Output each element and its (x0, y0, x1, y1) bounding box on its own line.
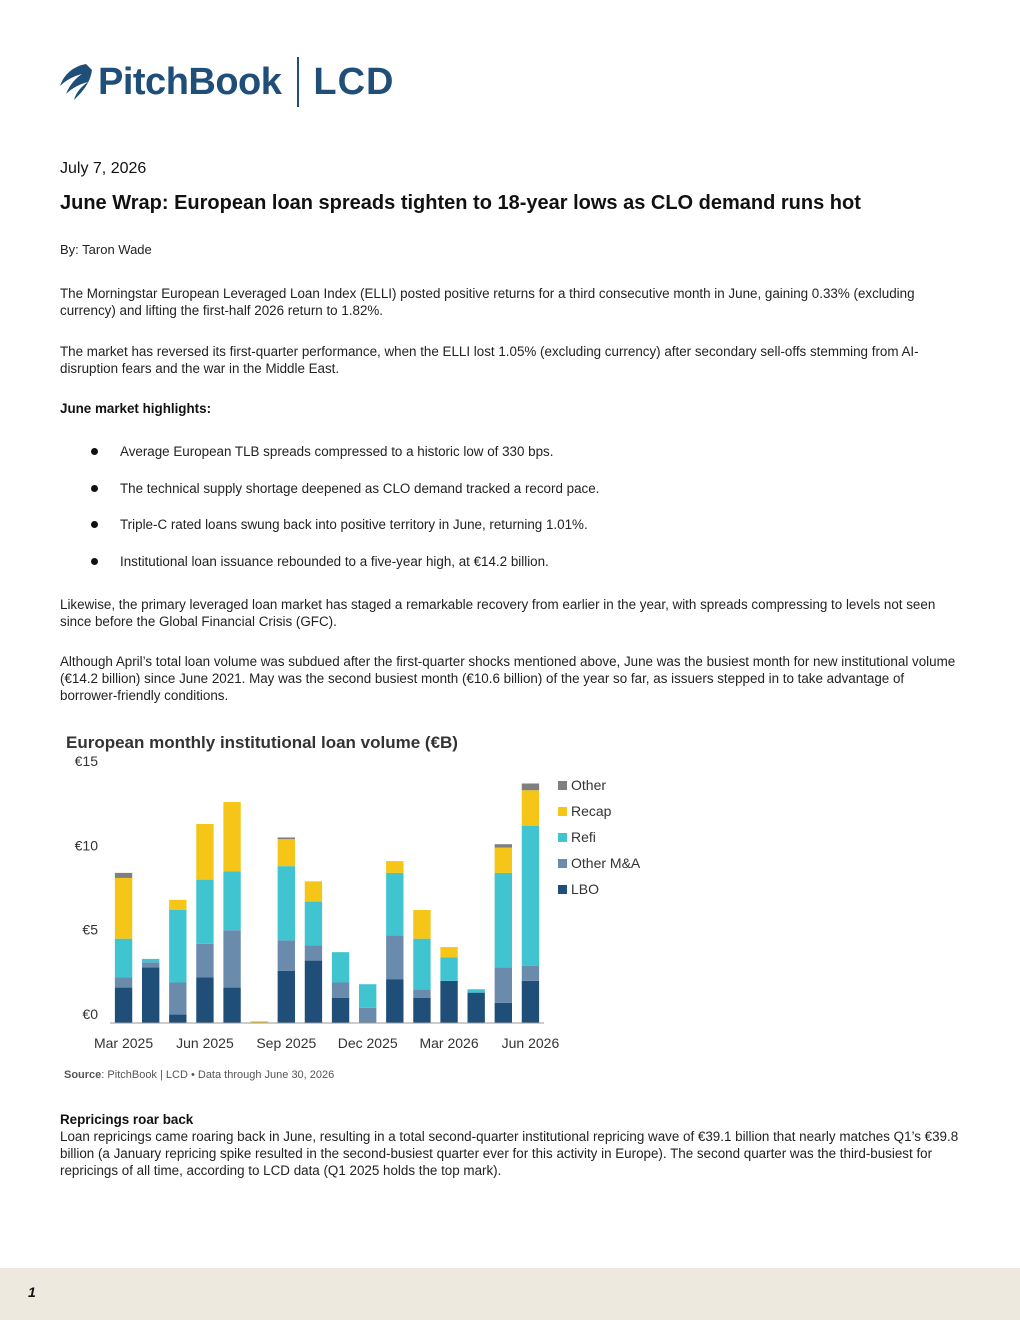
bar-segment (305, 881, 322, 901)
legend-swatch (558, 781, 567, 790)
legend-swatch (558, 807, 567, 816)
bar-segment (196, 944, 213, 978)
legend-swatch (558, 833, 567, 842)
bar-segment (169, 983, 186, 1015)
bar-segment (468, 993, 485, 1023)
bar-segment (359, 1008, 376, 1023)
highlights-list (60, 440, 960, 586)
bullet-icon (91, 521, 98, 528)
bar-segment (413, 910, 430, 939)
bar-segment (386, 935, 403, 979)
bar-segment (169, 900, 186, 910)
bar-segment (495, 967, 512, 1002)
bar-segment (386, 861, 403, 873)
y-tick-label: €0 (82, 1006, 98, 1022)
loan-volume-chart (60, 728, 660, 1090)
intro-paragraph: The market has reversed its first-quarter performance, when the ELLI lost 1.05% (excluding currency) after secondary sell-offs stemming from AI-disruption fears and the war in the Middle East. (60, 344, 919, 376)
bar-segment (142, 962, 159, 967)
bar-segment (142, 967, 159, 1023)
bar-segment (223, 802, 240, 871)
article-byline: By: Taron Wade (60, 242, 152, 257)
bar-segment (495, 1003, 512, 1023)
bar-segment (115, 878, 132, 939)
bar-segment (332, 998, 349, 1023)
bar-segment (413, 939, 430, 990)
legend-swatch (558, 885, 567, 894)
bar-segment (169, 1015, 186, 1023)
legend-label: Other M&A (571, 855, 641, 871)
body-paragraph: Likewise, the primary leveraged loan market has staged a remarkable recovery from earlier in the year, with spreads compressing to levels not seen since before the Global Financial Crisis (GFC). (60, 597, 936, 629)
bullet-icon (91, 485, 98, 492)
bar-segment (522, 981, 539, 1023)
bar-segment (115, 873, 132, 878)
bar-segment (495, 844, 512, 847)
section-paragraph: Loan repricings came roaring back in June, resulting in a total second-quarter institutional repricing wave of €39.1 billion that nearly matches Q1’s €39.8 billion (a January repricing spike resulted in the second-busiest quarter ever for this activity in Europe). The second quarter was the third-busiest for repricings of all time, according to LCD data (Q1 2025 holds the top mark). (60, 1129, 959, 1178)
section-heading: Repricings roar back (60, 1112, 194, 1127)
bar-segment (223, 871, 240, 930)
bar-segment (522, 790, 539, 825)
bar-segment (169, 910, 186, 983)
bar-segment (196, 880, 213, 944)
article-title: June Wrap: European loan spreads tighten to 18-year lows as CLO demand runs hot (60, 192, 861, 214)
chart-title: European monthly institutional loan volume (€B) (66, 733, 458, 752)
bar-segment (278, 940, 295, 970)
bar-segment (223, 988, 240, 1023)
x-tick-label: Jun 2025 (176, 1035, 234, 1051)
bar-segment (359, 984, 376, 1008)
list-item (60, 477, 960, 514)
list-item-text: Institutional loan issuance rebounded to a five-year high, at €14.2 billion. (120, 553, 549, 569)
bar-segment (386, 873, 403, 935)
bar-segment (413, 989, 430, 997)
bar-segment (440, 981, 457, 1023)
bar-segment (440, 957, 457, 981)
list-item-text: Average European TLB spreads compressed to a historic low of 330 bps. (120, 444, 554, 459)
bar-segment (440, 947, 457, 957)
bar-segment (332, 952, 349, 982)
product-name: LCD (313, 60, 395, 103)
bar-segment (278, 839, 295, 866)
list-item (60, 550, 960, 587)
bar-segment (278, 866, 295, 940)
legend-swatch (558, 859, 567, 868)
bar-segment (142, 959, 159, 962)
y-tick-label: €5 (82, 921, 98, 938)
intro-paragraph: The Morningstar European Leveraged Loan Index (ELLI) posted positive returns for a third consecutive month in June, gaining 0.33% (excluding currency) and lifting the first-half 2026 return to 1.82%. (60, 286, 915, 318)
bar-segment (278, 837, 295, 839)
page-number: 1 (28, 1284, 36, 1300)
bar-segment (278, 971, 295, 1023)
bar-segment (495, 848, 512, 873)
bullet-icon (91, 558, 98, 565)
bar-segment (223, 930, 240, 987)
bar-segment (522, 966, 539, 981)
list-item-text: Triple-C rated loans swung back into positive territory in June, returning 1.01%. (120, 517, 588, 532)
bar-segment (522, 783, 539, 790)
bar-segment (115, 939, 132, 978)
x-tick-label: Sep 2025 (256, 1035, 317, 1051)
chart-source (64, 1069, 334, 1081)
pitchbook-lcd-logo (56, 56, 395, 108)
body-paragraph: Although April’s total loan volume was subdued after the first-quarter shocks mentioned above, June was the busiest month for new institutional volume (€14.2 billion) since June 2021. May was the second busiest month (€10.6 billion) of the year so far, as issuers stepped in to take advantage of borrower-friendly conditions. (60, 654, 956, 703)
bar-segment (305, 902, 322, 946)
bar-segment (196, 977, 213, 1023)
bar-segment (115, 988, 132, 1023)
article-date: July 7, 2026 (60, 160, 147, 177)
logo-divider (297, 57, 299, 107)
bar-segment (115, 977, 132, 987)
page-footer (0, 1268, 1020, 1320)
x-tick-label: Mar 2025 (93, 1035, 154, 1051)
bar-segment (305, 961, 322, 1023)
chart-source-text: : PitchBook | LCD • Data through June 30, 2026 (101, 1069, 335, 1081)
x-tick-label: Jun 2026 (501, 1035, 560, 1051)
y-tick-label: €10 (74, 837, 98, 854)
chart-source-label: Source (64, 1069, 102, 1081)
pitchbook-logo-icon (56, 62, 94, 102)
x-tick-label: Dec 2025 (337, 1035, 398, 1051)
bullet-icon (91, 448, 98, 455)
bar-segment (305, 945, 322, 960)
x-tick-label: Mar 2026 (419, 1035, 479, 1051)
bar-segment (196, 824, 213, 880)
bar-segment (386, 979, 403, 1023)
bar-segment (468, 989, 485, 992)
legend-label: LBO (571, 881, 600, 897)
y-tick-label: €15 (74, 753, 98, 769)
highlights-heading: June market highlights: (60, 401, 212, 416)
legend-label: Refi (571, 829, 596, 845)
bar-segment (495, 873, 512, 967)
brand-name: PitchBook (98, 60, 282, 103)
list-item (60, 440, 960, 477)
list-item (60, 513, 960, 550)
bar-segment (522, 826, 539, 966)
legend-label: Other (571, 777, 607, 793)
bar-segment (413, 998, 430, 1023)
list-item-text: The technical supply shortage deepened as CLO demand tracked a record pace. (120, 480, 600, 496)
legend-label: Recap (571, 803, 612, 819)
bar-segment (332, 983, 349, 998)
